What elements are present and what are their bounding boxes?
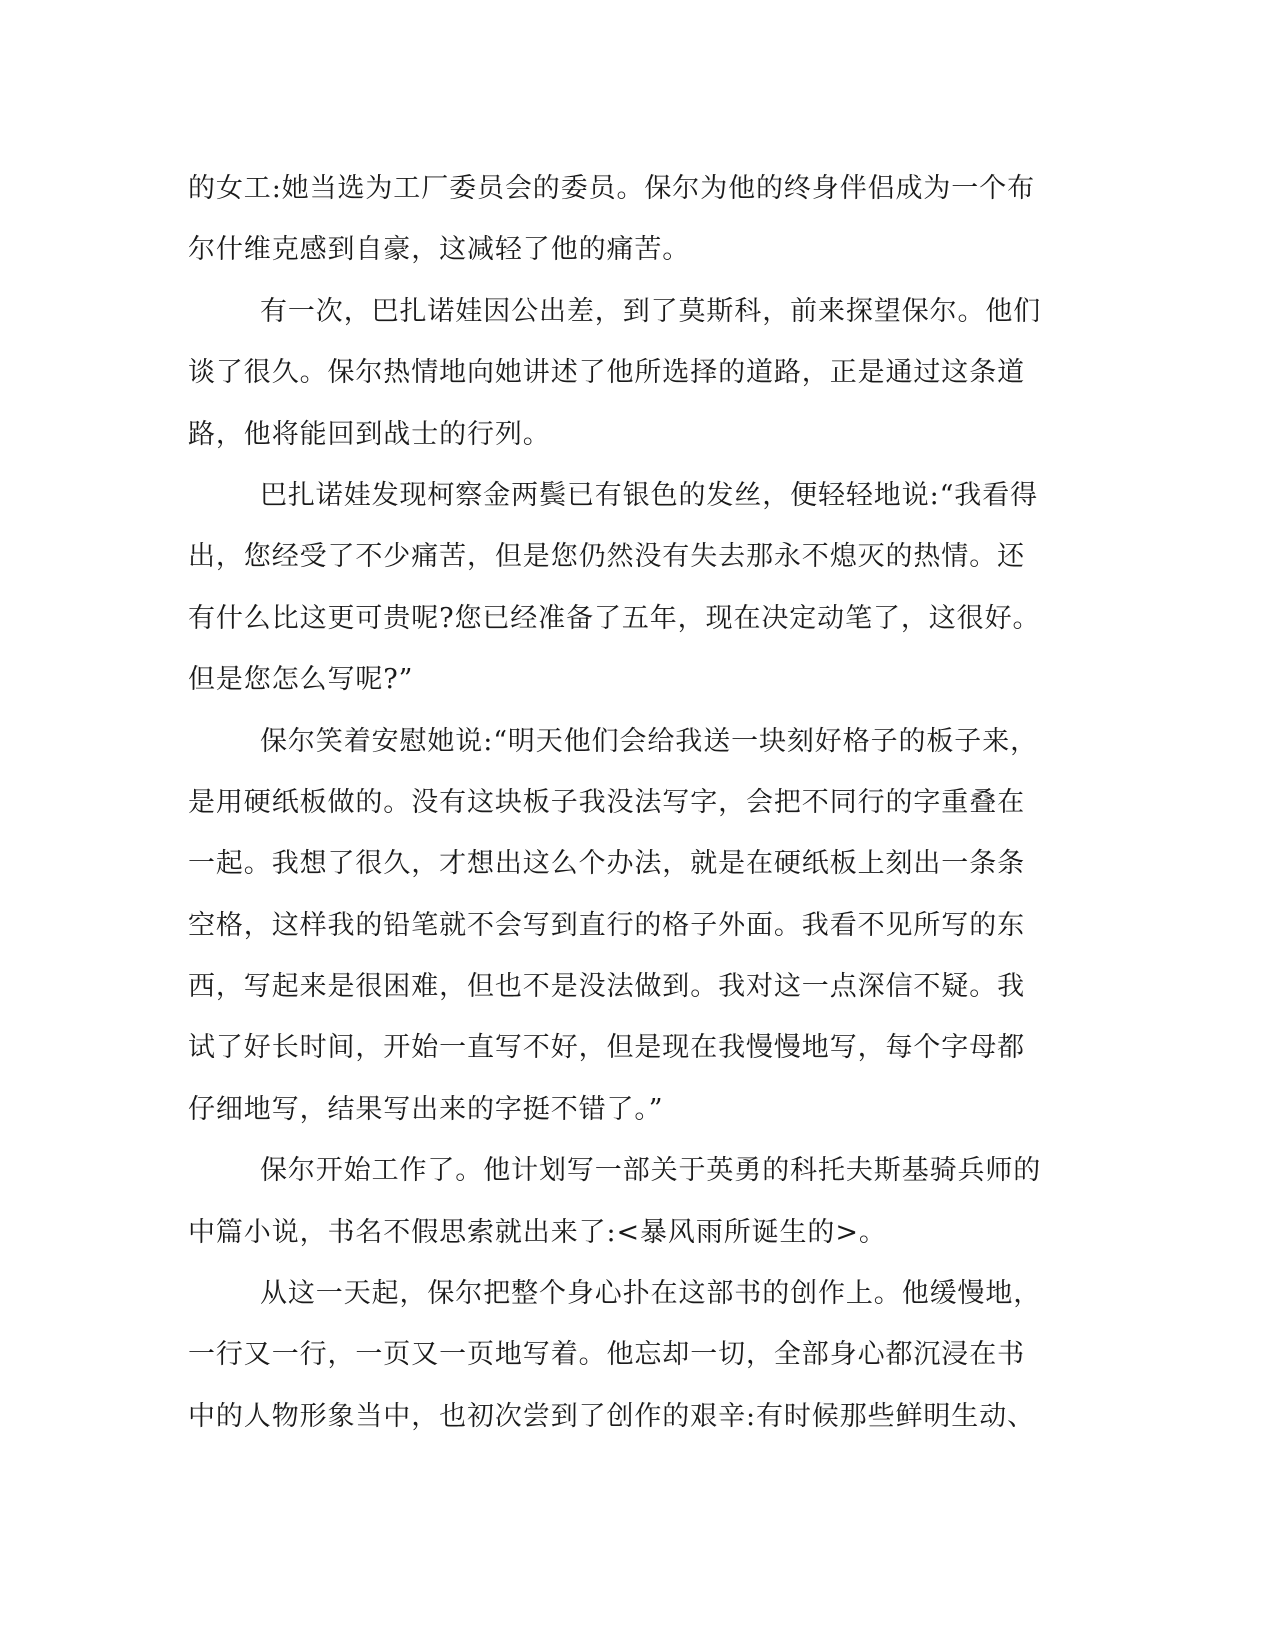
text-line: 空格，这样我的铅笔就不会写到直行的格子外面。我看不见所写的东 bbox=[188, 909, 1025, 941]
text-line: 出，您经受了不少痛苦，但是您仍然没有失去那永不熄灭的热情。还 bbox=[188, 541, 1025, 573]
text-line: 中的人物形象当中，也初次尝到了创作的艰辛:有时候那些鲜明生动、 bbox=[188, 1400, 1035, 1432]
text-line: 中篇小说，书名不假思索就出来了:<暴风雨所诞生的>。 bbox=[188, 1216, 887, 1248]
document-body bbox=[188, 158, 1068, 1447]
text-line: 谈了很久。保尔热情地向她讲述了他所选择的道路，正是通过这条道 bbox=[188, 357, 1025, 389]
text-line: 有一次，巴扎诺娃因公出差，到了莫斯科，前来探望保尔。他们 bbox=[260, 295, 1042, 327]
text-line: 仔细地写，结果写出来的字挺不错了。” bbox=[188, 1093, 664, 1125]
text-line: 路，他将能回到战士的行列。 bbox=[188, 418, 551, 450]
text-line: 从这一天起，保尔把整个身心扑在这部书的创作上。他缓慢地， bbox=[260, 1278, 1042, 1310]
text-line: 试了好长时间，开始一直写不好，但是现在我慢慢地写，每个字母都 bbox=[188, 1032, 1025, 1064]
text-line: 是用硬纸板做的。没有这块板子我没法写字，会把不同行的字重叠在 bbox=[188, 786, 1025, 818]
text-line: 西，写起来是很困难，但也不是没法做到。我对这一点深信不疑。我 bbox=[188, 971, 1025, 1003]
text-line: 巴扎诺娃发现柯察金两鬓已有银色的发丝，便轻轻地说:“我看得 bbox=[260, 479, 1038, 511]
text-line: 保尔开始工作了。他计划写一部关于英勇的科托夫斯基骑兵师的 bbox=[260, 1155, 1042, 1187]
text-line: 一起。我想了很久，才想出这么个办法，就是在硬纸板上刻出一条条 bbox=[188, 848, 1025, 880]
text-line: 的女工:她当选为工厂委员会的委员。保尔为他的终身伴侣成为一个布 bbox=[188, 173, 1035, 204]
text-line: 有什么比这更可贵呢?您已经准备了五年，现在决定动笔了，这很好。 bbox=[188, 602, 1041, 634]
text-line: 但是您怎么写呢?” bbox=[188, 664, 414, 696]
text-line: 尔什维克感到自豪，这减轻了他的痛苦。 bbox=[188, 234, 691, 266]
text-line: 保尔笑着安慰她说:“明天他们会给我送一块刻好格子的板子来， bbox=[260, 725, 1038, 757]
text-line: 一行又一行，一页又一页地写着。他忘却一切，全部身心都沉浸在书 bbox=[188, 1339, 1025, 1371]
